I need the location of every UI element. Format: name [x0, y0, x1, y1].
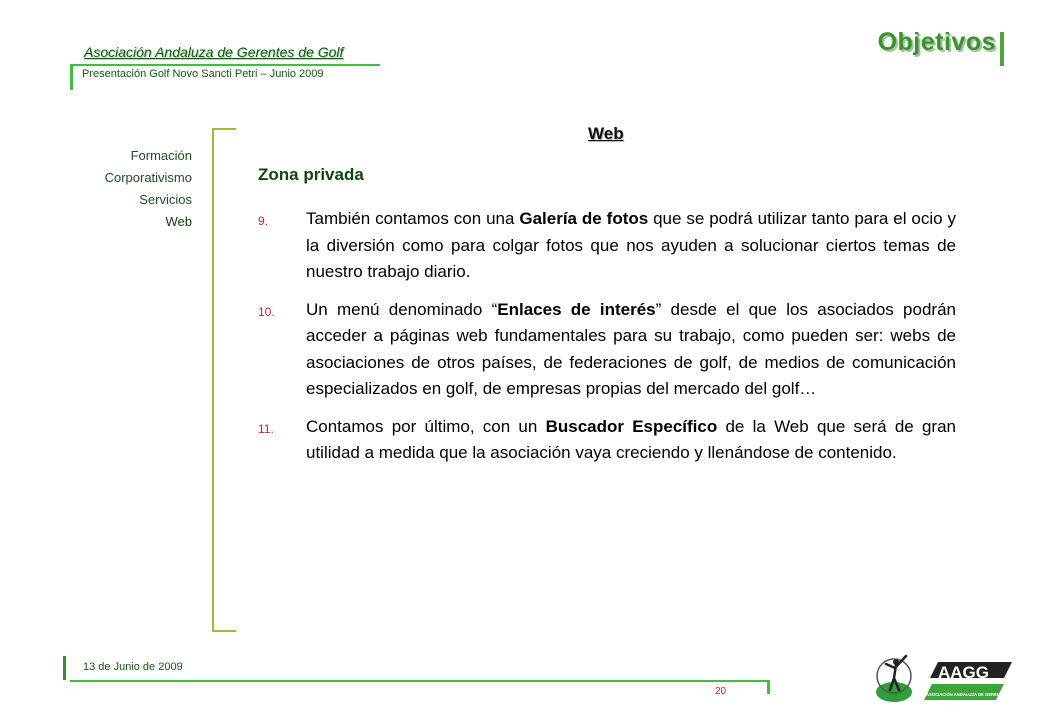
item-highlight: Buscador Específico — [545, 416, 718, 436]
logo-text: AAGG — [938, 663, 989, 682]
organization-name: Asociación Andaluza de Gerentes de Golf — [84, 44, 344, 60]
page-number: 20 — [715, 686, 727, 697]
item-number: 9. — [258, 214, 269, 228]
item-text: que se podrá utilizar tanto para el ocio y la diversión como para colgar fotos que nos ayuden a solucionar ciertos temas de nuestro trabajo diario. — [306, 209, 957, 281]
section-nav — [105, 145, 192, 233]
item-text: Un menú denominado “ — [306, 299, 498, 319]
slide-title: Objetivos — [877, 28, 996, 56]
list-item — [258, 297, 956, 403]
item-highlight: Galería de fotos — [519, 209, 649, 228]
nav-item-servicios[interactable]: Servicios — [139, 192, 192, 207]
header-divider — [70, 64, 380, 66]
list-item — [258, 206, 956, 286]
aagg-logo — [872, 650, 1018, 708]
nav-item-formacion[interactable]: Formación — [130, 148, 192, 163]
subsection-title: Zona privada — [258, 165, 364, 184]
golfer-logo-icon — [872, 650, 1018, 708]
item-text: de la Web que será de gran utilidad a medida que la asociación vaya creciendo y llenándose de contenido. — [306, 416, 956, 462]
item-number: 10. — [258, 304, 275, 319]
content-bracket — [212, 128, 214, 632]
item-number: 11. — [258, 421, 274, 436]
header-accent-bar — [70, 64, 73, 90]
footer-tick — [767, 680, 770, 694]
content-bracket-top — [212, 128, 236, 130]
title-accent-bar — [1000, 32, 1004, 66]
presentation-subtitle: Presentación Golf Novo Sancti Petri – Junio 2009 — [82, 68, 324, 80]
footer-date: 13 de Junio de 2009 — [83, 661, 183, 673]
numbered-list — [258, 206, 956, 478]
logo-tagline: ASOCIACIÓN ANDALUZA DE GERENTES DE GOLF — [926, 692, 1018, 697]
item-text: Contamos por último, con un — [306, 416, 546, 436]
nav-item-corporativismo[interactable]: Corporativismo — [104, 170, 192, 185]
item-text: ” desde el que los asociados podrán acceder a páginas web fundamentales para su trabajo, como pueden ser: webs de asociaciones de otros países, de federaciones de golf, de medios de comunicación especializados en golf, de empresas propias del mercado del golf… — [306, 299, 956, 398]
content-bracket-bottom — [212, 630, 236, 632]
item-text: También contamos con una — [306, 209, 520, 228]
list-item — [258, 414, 956, 467]
section-title: Web — [588, 124, 624, 143]
footer-divider — [70, 680, 770, 682]
item-highlight: Enlaces de interés — [497, 299, 656, 319]
nav-item-web[interactable]: Web — [165, 214, 192, 229]
footer-accent-bar — [63, 656, 66, 680]
